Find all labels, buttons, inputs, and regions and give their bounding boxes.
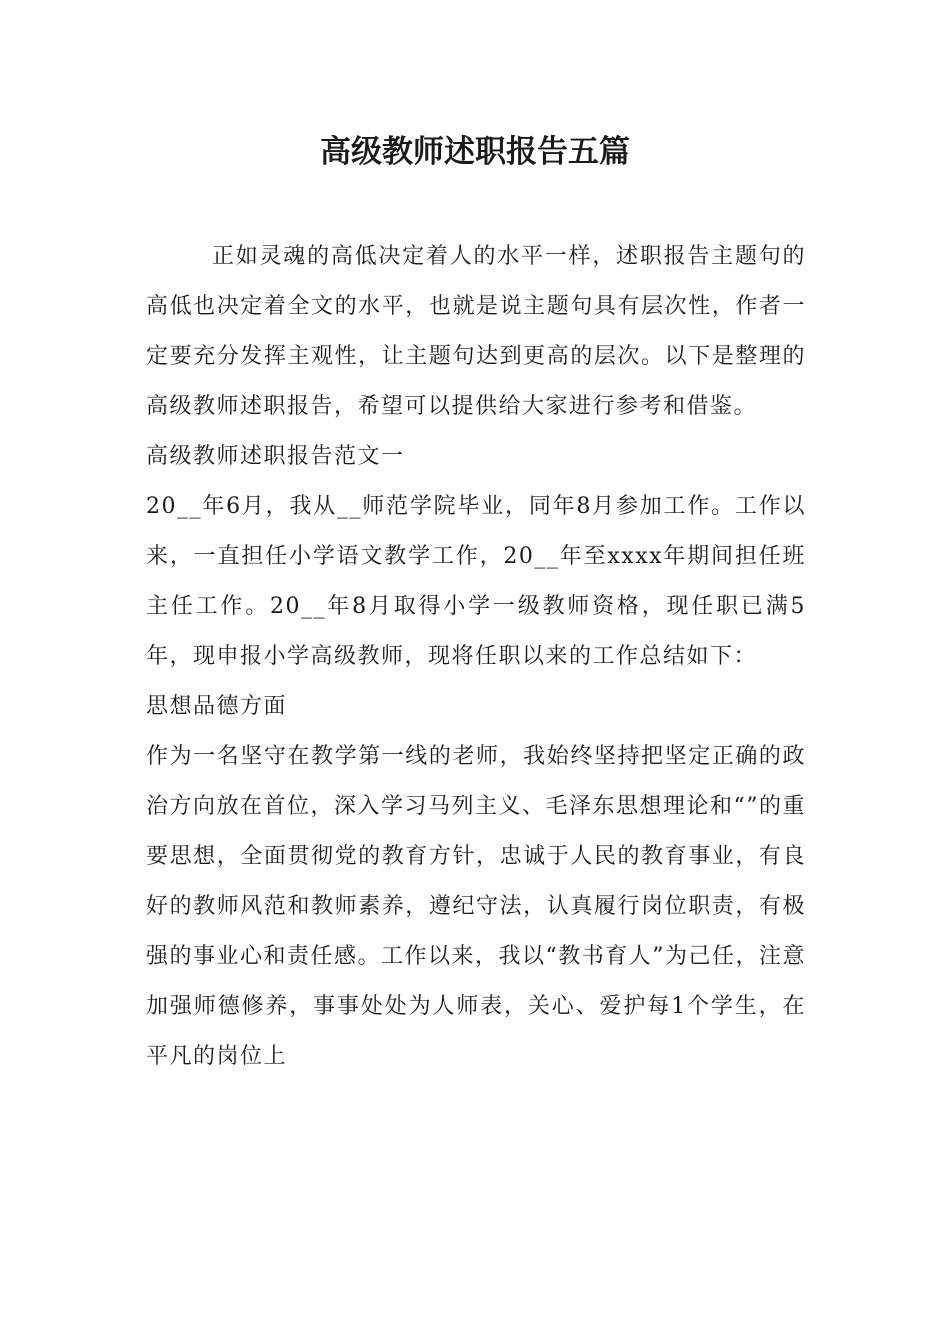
body-paragraph-background: 20__年6月，我从__师范学院毕业，同年8月参加工作。工作以来，一直担任小学语文教学工作，20__年至xxxx年期间担任班主任工作。20__年8月取得小学一级教师资格，现任职已满5年，现申报小学高级教师，现将任职以来的工作总结如下：: [146, 494, 806, 669]
section-heading-sample-one: 高级教师述职报告范文一: [146, 444, 405, 469]
body-paragraph-ideology: 作为一名坚守在教学第一线的老师，我始终坚持把坚定正确的政治方向放在首位，深入学习马列主义、毛泽东思想理论和“”的重要思想，全面贯彻党的教育方针，忠诚于人民的教育事业，有良好的教师风范和教师素养，遵纪守法，认真履行岗位职责，有极强的事业心和责任感。工作以来，我以“教书育人”为己任，注意加强师德修养，事事处处为人师表，关心、爱护每1个学生，在平凡的岗位上: [146, 744, 806, 1069]
section-heading-ideology: 思想品德方面: [146, 694, 288, 719]
document-title: 高级教师述职报告五篇: [320, 134, 630, 170]
document-body: [146, 232, 806, 1082]
intro-paragraph: 正如灵魂的高低决定着人的水平一样，述职报告主题句的高低也决定着全文的水平，也就是说主题句具有层次性，作者一定要充分发挥主观性，让主题句达到更高的层次。以下是整理的高级教师述职报告，希望可以提供给大家进行参考和借鉴。: [146, 244, 806, 419]
